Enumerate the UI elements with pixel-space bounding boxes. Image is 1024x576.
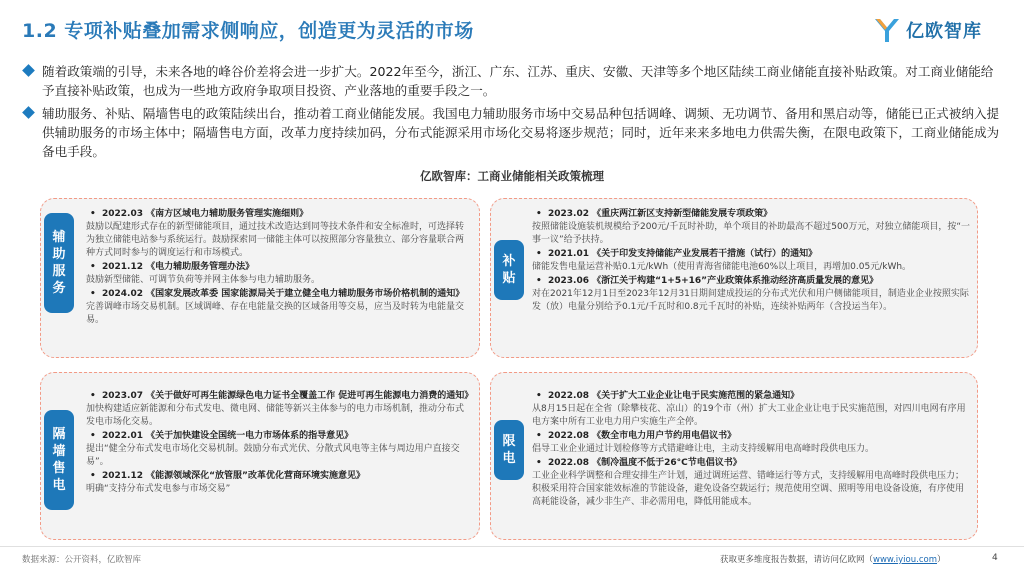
policy-desc: 倡导工业企业通过计划检修等方式错避峰让电，主动支持缓解用电高峰时段供电压力。 [532,444,875,454]
policy-desc: 加快构建适应新能源和分布式发电、微电网、储能等新兴主体参与的电力市场机制，推动分布式发电市场化交易。 [86,404,465,427]
policy-desc: 从8月15日起在全省（除攀枝花、凉山）的19个市（州）扩大工业企业让电于民实施范围，对四川电网有序用电方案中所有工业电力用户实施生产全停。 [532,404,966,427]
policy-title: • 2022.08 《数全市电力用户节约用电倡议书》 [532,430,972,443]
logo-icon [872,15,902,45]
diamond-bullet-icon [22,106,35,119]
website-link[interactable]: www.iyiou.com [873,555,937,565]
policy-title: • 2022.03 《南方区域电力辅助服务管理实施细则》 [86,208,471,221]
footer-divider [0,546,1024,547]
policy-title: • 2022.08 《关于扩大工业企业让电于民实施范围的紧急通知》 [532,390,972,403]
bullet-text: 随着政策端的引导，未来各地的峰谷价差将会进一步扩大。2022年至今，浙江、广东、江苏、重庆、安徽、天津等多个地区陆续工商业储能直接补贴政策。对工商业储能给予直接补贴政策，也成为一些地方政府争取项目投资、产业落地的重要手段之一。 [42,64,994,98]
policy-desc: 鼓励新型储能、可调节负荷等并网主体参与电力辅助服务。 [86,275,321,285]
policy-title: • 2021.01 《关于印发支持储能产业发展若干措施（试行）的通知》 [532,248,972,261]
footer-more-info [720,553,946,565]
policy-desc: 工业企业科学调整和合理安排生产计划，通过调班运营、错峰运行等方式，支持缓解用电高峰时段供电压力；积极采用符合国家能效标准的节能设备，避免设备空载运行；规范使用空调、照明等用电设备设施，有序使用高耗能设备，减少非生产、非必需用电，降低用能成本。 [532,471,965,507]
power-limit-tag: 限电 [494,420,524,480]
bullet-item [22,62,1002,100]
policy-desc: 明确“支持分布式发电参与市场交易” [86,484,231,494]
policy-title: • 2022.01 《关于加快建设全国统一电力市场体系的指导意见》 [86,430,471,443]
policy-desc: 对在2021年12月1日至2023年12月31日期间建成投运的分布式光伏和用户侧储能项目，制造业企业按照实际发（放）电量分别给予0.1元/千瓦时和0.8元千瓦时的补贴，连续补贴两年（含投运当年）。 [532,289,969,312]
bullet-item [22,104,1002,161]
page-number: 4 [992,553,998,563]
page-title: 1.2 专项补贴叠加需求侧响应，创造更为灵活的市场 [22,20,474,42]
policy-desc: 完善调峰市场交易机制。区域调峰、存在电能量交换的区域备用等交易，应当及时转为电能量交易。 [86,302,465,325]
power-limit-content [532,390,972,510]
policy-desc: 按照储能设施装机规模给予200元/千瓦时补助，单个项目的补助最高不超过500万元，对独立储能项目，按“一事一议”给予扶持。 [532,222,971,245]
wall-sale-content [86,390,474,497]
logo-text: 亿欧智库 [906,21,982,42]
diamond-bullet-icon [22,64,35,77]
auxiliary-service-content [86,208,471,328]
logo [872,14,982,46]
policy-title: • 2023.06 《浙江关于构建“1+5+16”产业政策体系推动经济高质量发展的意见》 [532,275,972,288]
policy-title: • 2023.07 《关于做好可再生能源绿色电力证书全覆盖工作 促进可再生能源电力消费的通知》 [86,390,471,403]
section-title: 亿欧智库：工商业储能相关政策梳理 [420,169,604,183]
policy-title: • 2021.12 《电力辅助服务管理办法》 [86,261,471,274]
source-note: 数据来源：公开资料，亿欧智库 [22,555,142,565]
policy-title: • 2022.08 《制冷温度不低于26°C节电倡议书》 [532,457,972,470]
auxiliary-service-tag: 辅助服务 [44,213,74,313]
policy-title: • 2024.02 《国家发展改革委 国家能源局关于建立健全电力辅助服务市场价格机制的通知》 [86,288,471,301]
intro-bullets [22,62,1002,165]
policy-title: • 2023.02 《重庆两江新区支持新型储能发展专项政策》 [532,208,972,221]
policy-desc: 提出“健全分布式发电市场化交易机制。鼓励分布式光伏、分散式风电等主体与周边用户直接交易”。 [86,444,460,467]
subsidy-content [532,208,972,315]
wall-sale-tag: 隔墙售电 [44,410,74,510]
policy-title: • 2021.12 《能源领域深化“放管服”改革优化营商环境实施意见》 [86,470,471,483]
policy-desc: 储能发售电量运营补贴0.1元/kWh（使用青海省储能电池60%以上项目，再增加0.05元/kWh。 [532,262,912,272]
policy-desc: 鼓励以配建形式存在的新型储能项目，通过技术改造达到同等技术条件和安全标准时，可选择转为独立储能电站参与系统运行。鼓励探索同一储能主体可以按照部分容量独立、部分容量联合两种方式同时参与的调度运行和市场模式。 [86,222,465,258]
subsidy-tag: 补贴 [494,240,524,300]
footer-more-suffix: ） [937,555,946,565]
bullet-text: 辅助服务、补贴、隔墙售电的政策陆续出台，推动着工商业储能发展。我国电力辅助服务市场中交易品种包括调峰、调频、无功调节、备用和黑启动等，储能已正式被纳入提供辅助服务的市场主体中；隔墙售电方面，改革力度持续加码，分布式能源采用市场化交易将逐步规范；同时，近年来来多地电力供需失衡，在限电政策下，工商业储能成为备电手段。 [42,106,1000,159]
footer-more-prefix: 获取更多维度报告数据，请访问亿欧网（ [720,555,874,565]
